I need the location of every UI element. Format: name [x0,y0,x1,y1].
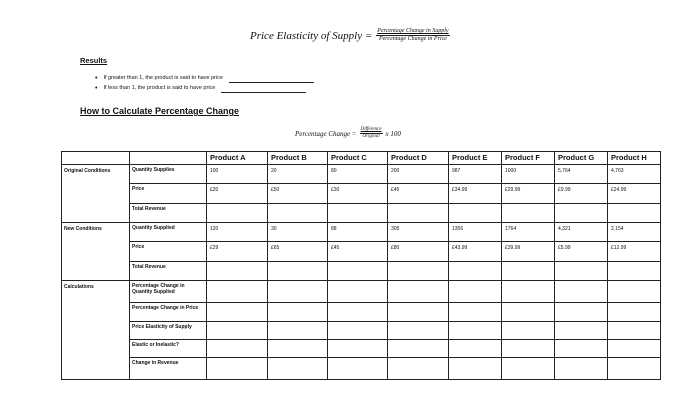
table-cell[interactable]: 1356 [449,223,502,242]
row-label: Price Elasticity of Supply [130,322,207,340]
pct-multiplier: x 100 [385,129,401,138]
original-price-row [62,184,661,204]
table-cell[interactable]: £29 [207,242,268,262]
new-revenue-row [62,262,661,281]
empty-cell[interactable] [207,340,268,358]
pes-formula [250,28,450,43]
empty-cell[interactable] [207,303,268,322]
table-cell[interactable]: £24.99 [608,184,661,204]
table-cell[interactable]: £30 [328,184,388,204]
empty-cell[interactable] [608,262,661,281]
product-header: Product A [207,152,268,165]
empty-cell[interactable] [555,322,608,340]
section-new: New Conditions [62,223,130,281]
empty-cell[interactable] [328,340,388,358]
table-cell[interactable]: 200 [388,165,449,184]
empty-cell[interactable] [555,204,608,223]
empty-cell[interactable] [328,303,388,322]
table-cell[interactable]: £39.99 [502,242,555,262]
row-label: Quantity Supplied [130,223,207,242]
product-header: Product C [328,152,388,165]
empty-cell[interactable] [268,281,328,303]
empty-cell[interactable] [388,281,449,303]
section-calculations: Calculations [62,281,130,380]
empty-cell[interactable] [268,204,328,223]
table-cell[interactable]: £5.99 [555,242,608,262]
empty-cell[interactable] [328,204,388,223]
empty-cell[interactable] [608,358,661,380]
results-bullet-less: • If less than 1, the product is said to have price [95,83,314,93]
empty-cell[interactable] [449,303,502,322]
product-header: Product B [268,152,328,165]
row-label: Percentage Change in Price [130,303,207,322]
empty-cell[interactable] [555,262,608,281]
pes-numerator: Percentage Change in Supply [377,28,449,34]
header-row [62,152,661,165]
bullet-text: If greater than 1, the product is said to have price [103,75,223,81]
empty-cell[interactable] [328,281,388,303]
new-qty-row [62,223,661,242]
empty-cell[interactable] [268,358,328,380]
answer-blank[interactable] [229,76,314,83]
table-cell[interactable]: £45 [328,242,388,262]
section-original: Original Conditions [62,165,130,223]
empty-cell[interactable] [388,340,449,358]
product-header: Product H [608,152,661,165]
empty-cell[interactable] [449,358,502,380]
empty-cell[interactable] [608,322,661,340]
empty-cell[interactable] [502,204,555,223]
results-heading: Results [80,56,108,65]
empty-cell[interactable] [502,262,555,281]
table-cell[interactable]: 80 [328,165,388,184]
table-cell[interactable]: 2,154 [608,223,661,242]
calc-row [62,340,661,358]
table-cell[interactable]: 1000 [502,165,555,184]
table-cell[interactable]: £50 [268,184,328,204]
empty-cell[interactable] [388,262,449,281]
table-cell[interactable]: 20 [268,165,328,184]
empty-cell[interactable] [328,322,388,340]
table-cell[interactable]: 5,764 [555,165,608,184]
empty-cell[interactable] [502,303,555,322]
row-label: Total Revenue [130,262,207,281]
table-cell[interactable]: £9.99 [555,184,608,204]
empty-cell[interactable] [268,303,328,322]
table-cell[interactable]: £29.99 [502,184,555,204]
table-cell[interactable]: 1764 [502,223,555,242]
empty-cell[interactable] [388,204,449,223]
original-revenue-row [62,204,661,223]
empty-cell[interactable] [502,340,555,358]
row-label: Price [130,242,207,262]
pct-denominator: Original [362,134,380,139]
empty-cell[interactable] [268,262,328,281]
row-label: Elastic or Inelastic? [130,340,207,358]
pes-denominator: Percentage Change in Price [378,36,447,42]
empty-cell[interactable] [207,204,268,223]
pct-fraction [360,127,383,140]
row-label: Price [130,184,207,204]
empty-cell[interactable] [388,322,449,340]
empty-cell[interactable] [608,281,661,303]
empty-cell[interactable] [207,358,268,380]
empty-cell[interactable] [268,322,328,340]
table-cell[interactable]: 987 [449,165,502,184]
empty-cell[interactable] [555,303,608,322]
product-header: Product F [502,152,555,165]
empty-cell[interactable] [608,303,661,322]
empty-cell[interactable] [207,281,268,303]
empty-cell[interactable] [555,281,608,303]
empty-cell[interactable] [502,281,555,303]
pes-formula-lhs: Price Elasticity of Supply = [250,29,373,42]
empty-cell[interactable] [388,358,449,380]
row-label: Percentage Change in Quantity Supplied [130,281,207,303]
empty-cell[interactable] [207,322,268,340]
product-header: Product D [388,152,449,165]
table-cell[interactable]: £43.99 [449,242,502,262]
table-cell[interactable]: 305 [388,223,449,242]
bullet-text: If less than 1, the product is said to have price [103,85,216,91]
table-cell[interactable]: 4,321 [555,223,608,242]
table-cell[interactable]: 88 [328,223,388,242]
table-cell[interactable]: 30 [268,223,328,242]
empty-cell[interactable] [328,262,388,281]
results-bullets [95,73,314,93]
answer-blank[interactable] [221,86,306,93]
percentage-change-formula [295,127,401,140]
empty-cell[interactable] [449,340,502,358]
product-header: Product G [555,152,608,165]
empty-cell[interactable] [449,204,502,223]
pct-formula-lhs: Percentage Change = [295,129,357,138]
empty-cell[interactable] [328,358,388,380]
calc-row [62,358,661,380]
empty-cell[interactable] [388,303,449,322]
row-label: Quantity Supplies [130,165,207,184]
original-qty-row [62,165,661,184]
empty-cell[interactable] [207,262,268,281]
empty-cell[interactable] [608,340,661,358]
row-label: Total Revenue [130,204,207,223]
empty-cell[interactable] [555,340,608,358]
table-cell[interactable]: £34.99 [449,184,502,204]
empty-cell[interactable] [608,204,661,223]
table-cell[interactable]: £80 [388,242,449,262]
table-cell[interactable]: 100 [207,165,268,184]
new-price-row [62,242,661,262]
empty-cell[interactable] [449,322,502,340]
empty-cell[interactable] [502,322,555,340]
table-cell[interactable]: 4,763 [608,165,661,184]
table-cell[interactable]: £65 [268,242,328,262]
pct-numerator: Difference [360,127,382,132]
calc-row [62,281,661,303]
product-header: Product E [449,152,502,165]
elasticity-table [61,151,661,380]
empty-cell[interactable] [449,262,502,281]
row-label: Change in Revenue [130,358,207,380]
empty-cell[interactable] [555,358,608,380]
table-cell[interactable]: 120 [207,223,268,242]
howto-heading: How to Calculate Percentage Change [80,106,240,116]
results-bullet-greater: • If greater than 1, the product is said to have price [95,73,314,83]
empty-cell[interactable] [268,340,328,358]
table-cell[interactable]: £12.99 [608,242,661,262]
calc-row [62,322,661,340]
table-cell[interactable]: £45 [388,184,449,204]
table-cell[interactable]: £20 [207,184,268,204]
empty-cell[interactable] [502,358,555,380]
empty-cell[interactable] [449,281,502,303]
calc-row [62,303,661,322]
pes-fraction [376,28,449,43]
